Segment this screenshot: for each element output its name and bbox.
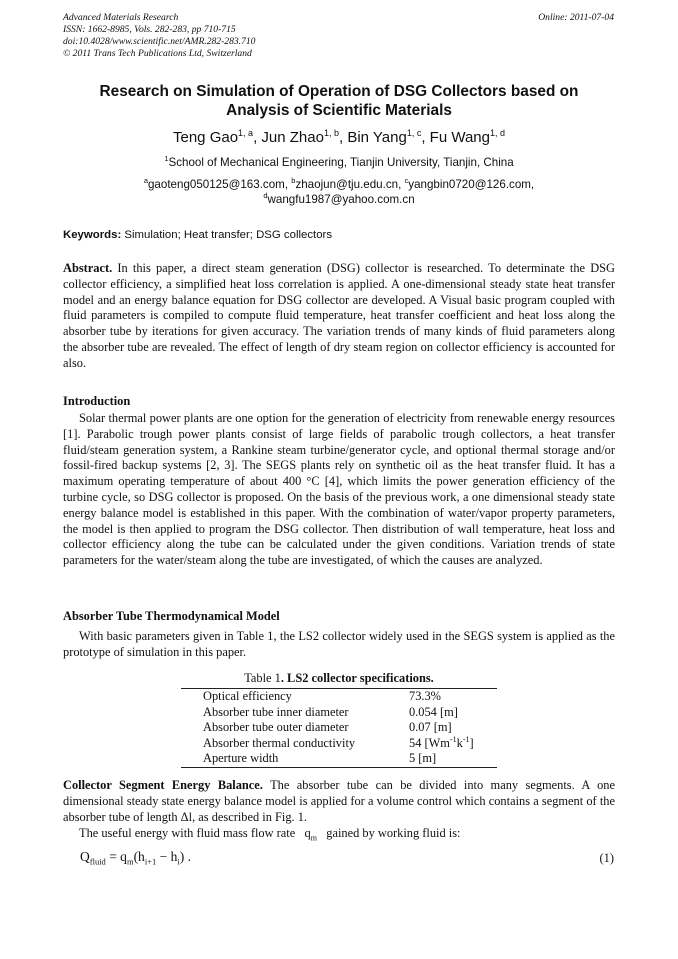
table-cell-value bbox=[409, 736, 497, 752]
email-c[interactable]: yangbin0720@126.com, bbox=[408, 178, 535, 191]
value-part: k bbox=[456, 735, 463, 750]
table-caption bbox=[63, 670, 615, 686]
eq-part: ) . bbox=[179, 849, 191, 864]
email-mark: b bbox=[291, 176, 296, 185]
author-affil-mark: 1, c bbox=[406, 128, 422, 138]
title-line-2: Analysis of Scientific Materials bbox=[226, 102, 452, 119]
flow-rate-subscript: m bbox=[310, 833, 317, 843]
equation-1 bbox=[80, 849, 191, 865]
eq-subscript: fluid bbox=[89, 856, 106, 867]
table-cell-parameter: Absorber tube inner diameter bbox=[203, 704, 349, 719]
value-exponent: -1 bbox=[449, 734, 457, 744]
table-cell-parameter: Absorber thermal conductivity bbox=[203, 735, 356, 750]
table-cell-value: 5 [m] bbox=[409, 751, 497, 767]
journal-header bbox=[63, 12, 255, 60]
eq-part: = q bbox=[105, 849, 127, 864]
useful-energy-paragraph bbox=[63, 826, 615, 846]
author-emails bbox=[63, 177, 615, 207]
flow-rate-symbol: q bbox=[304, 826, 311, 840]
email-mark: a bbox=[143, 176, 148, 185]
author-affil-mark: 1, d bbox=[489, 128, 505, 138]
eq-part: Q bbox=[80, 849, 90, 864]
author-name: Fu Wang bbox=[429, 129, 490, 146]
email-b[interactable]: zhaojun@tju.edu.cn, bbox=[295, 178, 405, 191]
specifications-table bbox=[181, 688, 497, 768]
table-cell-parameter: Aperture width bbox=[181, 751, 409, 767]
table-cell-parameter: Absorber tube outer diameter bbox=[203, 720, 349, 734]
keywords-text: Simulation; Heat transfer; DSG collectors bbox=[121, 229, 333, 241]
model-text: With basic parameters given in Table 1, the LS2 collector widely used in the SEGS system is applied as the prototype of simulation in this paper. bbox=[63, 629, 615, 659]
table-caption-prefix: Table bbox=[244, 671, 275, 685]
introduction-paragraph bbox=[63, 411, 615, 569]
segment-paragraph bbox=[63, 778, 615, 825]
table-row bbox=[181, 736, 497, 752]
value-exponent: -1 bbox=[462, 734, 470, 744]
keywords-label: Keywords: bbox=[63, 229, 122, 241]
email-a[interactable]: gaoteng050125@163.com, bbox=[147, 178, 292, 191]
eq-part: (h bbox=[133, 849, 145, 864]
author-affil-mark: 1, b bbox=[323, 128, 339, 138]
author-name: Bin Yang bbox=[347, 129, 407, 146]
abstract-text: In this paper, a direct steam generation (DSG) collector is researched. To determinate the DSG collector efficiency, a simplified heat loss correlation is applied. A one-dimensional steady state heat transfer model and an energy balance equation for DSG collector are developed. A Visual basic program coupled with fluid parameters is compiled to compute fluid temperature, heat transfer coefficient and heat loss along the absorber tube by iterations for given accuracy. The variation trends of many kinds of fluid parameters along the absorber tube are revealed. The effect of length of dry steam region on collector efficiency is accounted for also. bbox=[63, 261, 615, 370]
value-part: 54 [Wm bbox=[409, 735, 450, 750]
online-date: Online: 2011-07-04 bbox=[538, 12, 614, 23]
eq-subscript: m bbox=[126, 856, 134, 867]
equation-number: (1) bbox=[599, 851, 614, 865]
author-separator: , bbox=[421, 129, 430, 146]
model-paragraph bbox=[63, 629, 615, 661]
abstract-label: Abstract. bbox=[63, 261, 113, 275]
segment-text: The absorber tube can be divided into many segments. A one dimensional steady state energy balance model is applied for a volume control which contains a segment of the absorber tube of length Δl, as described in Fig. 1. bbox=[63, 778, 615, 824]
table-row bbox=[181, 720, 497, 736]
table-caption-text: . LS2 collector specifications. bbox=[280, 671, 434, 685]
author-name: Jun Zhao bbox=[261, 129, 324, 146]
email-d[interactable]: wangfu1987@yahoo.com.cn bbox=[267, 193, 415, 206]
author-separator: , bbox=[253, 129, 262, 146]
useful-energy-after: gained by working fluid is: bbox=[323, 826, 461, 840]
table-cell-parameter: Optical efficiency bbox=[181, 689, 409, 705]
doi-line[interactable]: doi:10.4028/www.scientific.net/AMR.282-283.710 bbox=[63, 36, 256, 47]
useful-energy-before: The useful energy with fluid mass flow rate bbox=[79, 826, 299, 840]
issn-line: ISSN: 1662-8985, Vols. 282-283, pp 710-715 bbox=[63, 24, 236, 35]
table-row bbox=[181, 705, 497, 721]
affiliation-text: School of Mechanical Engineering, Tianjin University, Tianjin, China bbox=[168, 156, 514, 169]
table-cell-value: 0.07 [m] bbox=[409, 720, 452, 734]
abstract bbox=[63, 261, 615, 372]
eq-part: − h bbox=[156, 849, 178, 864]
segment-label: Collector Segment Energy Balance. bbox=[63, 778, 263, 792]
author-name: Teng Gao bbox=[173, 129, 239, 146]
journal-name: Advanced Materials Research bbox=[63, 12, 179, 23]
author-list bbox=[63, 128, 615, 148]
table-number: 1 bbox=[274, 671, 281, 685]
introduction-text: Solar thermal power plants are one option for the generation of electricity from renewable energy resources [1]. Parabolic trough power plants consist of large fields of parabolic trough collectors, a heat transfer fluid/steam generation system, a Rankine steam turbine/generator cycle, and optional thermal storage and/or fossil-fired backup systems [2, 3]. The SEGS plants rely on synthetic oil as the heat transfer fluid. It has a maximum operating temperature of about 400 °C [4], which limits the power generation efficiency of the turbine cycle, so DSG collector is proposed. On the basis of the previous work, a one dimensional steady state energy balance model is established in this paper. With the combination of water/vapor property parameters, the model is then applied to program the DSG collector. Then distribution of wall temperature, heat loss and collector efficiency along the tube can be calculated under the given conditions. Variation trends of state parameters for the water/steam along the tube are investigated, of which the causes are analyzed. bbox=[63, 411, 615, 568]
eq-subscript: i+1 bbox=[144, 856, 157, 867]
table-row bbox=[181, 689, 497, 705]
affiliation-mark: 1 bbox=[164, 154, 169, 163]
section-heading-introduction: Introduction bbox=[63, 394, 131, 408]
section-heading-model: Absorber Tube Thermodynamical Model bbox=[63, 609, 280, 623]
table-cell-value: 73.3% bbox=[409, 689, 497, 705]
paper-title bbox=[63, 82, 615, 120]
value-part: ] bbox=[469, 735, 474, 750]
email-mark: c bbox=[404, 176, 409, 185]
eq-subscript: i bbox=[177, 856, 180, 867]
title-line-1: Research on Simulation of Operation of DSG Collectors based on bbox=[99, 83, 579, 100]
keywords bbox=[63, 228, 615, 243]
table-row bbox=[181, 751, 497, 767]
table-cell-value: 0.054 [m] bbox=[409, 704, 458, 719]
author-affil-mark: 1, a bbox=[238, 128, 254, 138]
affiliation bbox=[63, 155, 615, 170]
author-separator: , bbox=[338, 129, 348, 146]
copyright-line: © 2011 Trans Tech Publications Ltd, Switzerland bbox=[63, 48, 252, 59]
email-mark: d bbox=[263, 191, 268, 200]
